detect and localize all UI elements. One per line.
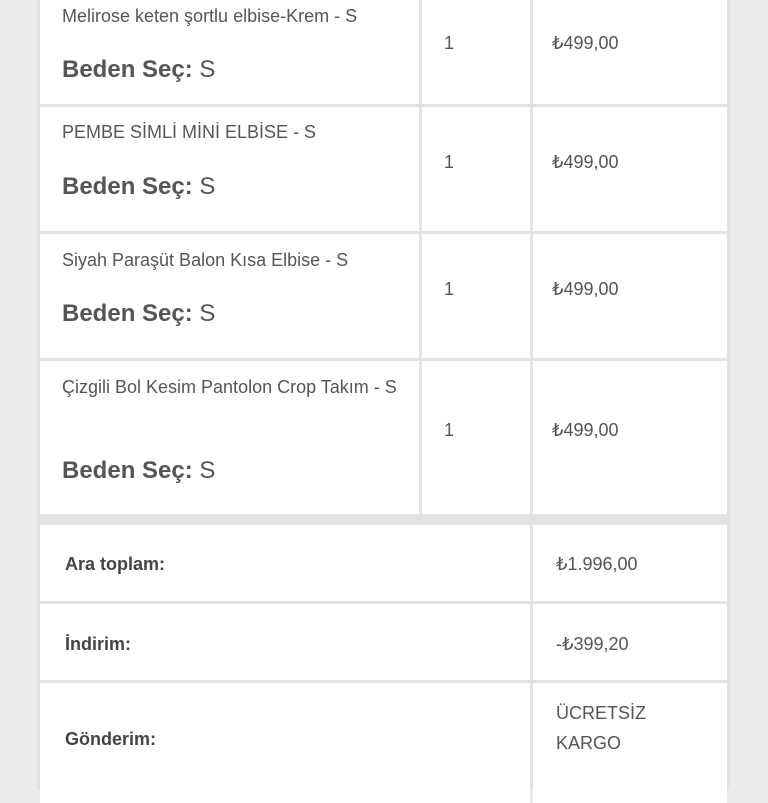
price-value: ₺499,00 xyxy=(552,279,619,299)
subtotal-value: ₺1.996,00 xyxy=(556,554,638,574)
quantity-value: 1 xyxy=(444,33,455,53)
size-label: Beden Seç: xyxy=(62,457,193,484)
size-option xyxy=(62,173,215,201)
size-option xyxy=(62,300,215,328)
price-value: ₺499,00 xyxy=(552,420,619,440)
shipping-value: ÜCRETSİZ KARGO xyxy=(556,703,646,753)
table-row-price-cell xyxy=(533,234,727,358)
product-name: Siyah Paraşüt Balon Kısa Elbise - S xyxy=(62,250,349,270)
table-row-price-cell xyxy=(533,107,727,231)
price-value: ₺499,00 xyxy=(552,33,619,53)
discount-value: -₺399,20 xyxy=(556,634,629,654)
size-label: Beden Seç: xyxy=(62,173,193,200)
quantity-value: 1 xyxy=(444,279,455,299)
subtotal-label: Ara toplam: xyxy=(65,554,166,574)
product-name: Melirose keten şortlu elbise-Krem - S xyxy=(62,6,358,26)
table-row-product-cell xyxy=(40,234,419,358)
quantity-value: 1 xyxy=(444,152,455,172)
product-name: Çizgili Bol Kesim Pantolon Crop Takım - S xyxy=(62,377,397,397)
size-value: S xyxy=(199,173,216,200)
shipping-label: Gönderim: xyxy=(65,729,157,749)
table-row-product-cell xyxy=(40,107,419,231)
table-row-quantity-cell xyxy=(422,234,530,358)
subtotal-value-cell xyxy=(533,525,727,601)
table-row-quantity-cell xyxy=(422,361,530,514)
table-row-quantity-cell xyxy=(422,107,530,231)
size-value: S xyxy=(199,56,216,83)
discount-label: İndirim: xyxy=(65,634,131,654)
shipping-label-cell xyxy=(40,683,530,803)
shipping-value-cell xyxy=(533,683,727,803)
table-row-product-cell xyxy=(40,0,419,104)
size-value: S xyxy=(199,457,216,484)
table-row-price-cell xyxy=(533,0,727,104)
size-option xyxy=(62,56,215,84)
table-row-quantity-cell xyxy=(422,0,530,104)
size-option xyxy=(62,457,215,485)
price-value: ₺499,00 xyxy=(552,152,619,172)
subtotal-label-cell xyxy=(40,525,530,601)
size-label: Beden Seç: xyxy=(62,56,193,83)
size-label: Beden Seç: xyxy=(62,300,193,327)
order-table xyxy=(37,0,730,790)
discount-label-cell xyxy=(40,604,530,680)
product-name: PEMBE SİMLİ MİNİ ELBİSE - S xyxy=(62,122,317,142)
discount-value-cell xyxy=(533,604,727,680)
quantity-value: 1 xyxy=(444,420,455,440)
table-row-product-cell xyxy=(40,361,419,514)
table-row-price-cell xyxy=(533,361,727,514)
size-value: S xyxy=(199,300,216,327)
